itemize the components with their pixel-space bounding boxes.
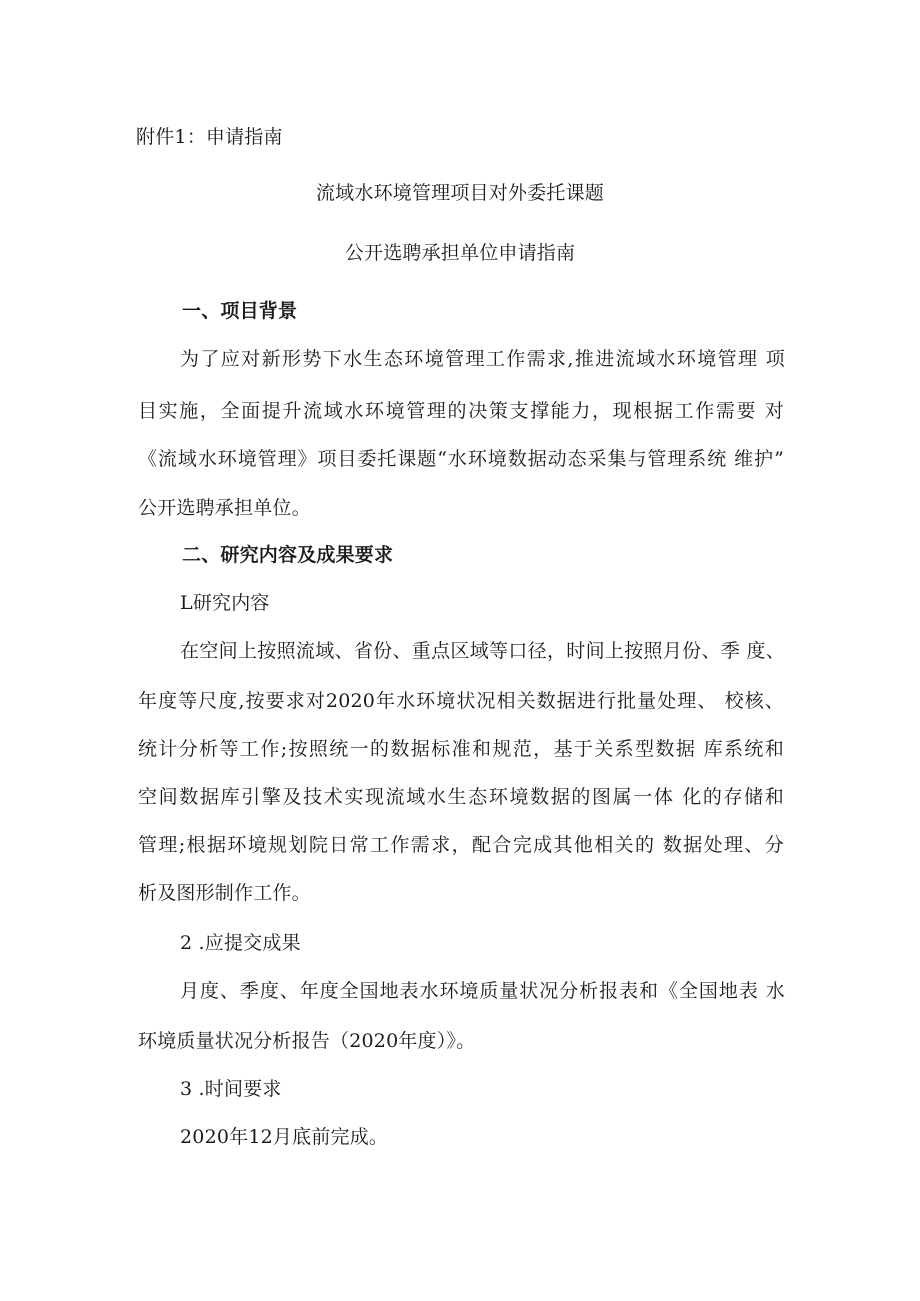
research-content-paragraph-line: 统计分析等工作;按照统一的数据标准和规范，基于关系型数据 库系统和 (138, 738, 784, 760)
section-1-heading: 一、项目背景 (182, 300, 298, 322)
research-content-paragraph-line: 空间数据库引擎及技术实现流域水生态环境数据的图属一体 化的存储和 (138, 786, 784, 808)
deliverables-label: 2 .应提交成果 (180, 932, 301, 954)
attachment-label: 附件1：申请指南 (136, 126, 283, 148)
document-title-line-1: 流域水环境管理项目对外委托课题 (315, 182, 604, 204)
section-1-paragraph-line: 公开选聘承担单位。 (138, 497, 311, 519)
section-1-paragraph-line: 目实施，全面提升流域水环境管理的决策支撑能力，现根据工作需要 对 (138, 400, 784, 422)
research-content-paragraph-line: 年度等尺度,按要求对2020年水环境状况相关数据进行批量处理、 校核、 (138, 690, 784, 712)
deliverables-paragraph-line: 月度、季度、年度全国地表水环境质量状况分析报表和《全国地表 水 (180, 980, 785, 1002)
research-content-paragraph-line: 在空间上按照流域、省份、重点区域等口径，时间上按照月份、季 度、 (180, 640, 785, 662)
section-1-paragraph-line: 《流域水环境管理》项目委托课题“水环境数据动态采集与管理系统 维护” (138, 448, 784, 470)
research-content-paragraph-line: 管理;根据环境规划院日常工作需求，配合完成其他相关的 数据处理、分 (138, 834, 784, 856)
timeline-label: 3 .时间要求 (180, 1078, 282, 1100)
section-2-heading: 二、研究内容及成果要求 (182, 544, 394, 566)
research-content-paragraph-line: 析及图形制作工作。 (138, 882, 311, 904)
deliverables-paragraph-line: 环境质量状况分析报告（2020年度）》。 (138, 1030, 476, 1052)
section-1-paragraph-line: 为了应对新形势下水生态环境管理工作需求,推进流域水环境管理 项 (180, 348, 785, 370)
document-title-line-2: 公开选聘承担单位申请指南 (344, 242, 576, 264)
research-content-label: L研究内容 (180, 592, 270, 614)
timeline-paragraph-line: 2020年12月底前完成。 (180, 1126, 389, 1148)
